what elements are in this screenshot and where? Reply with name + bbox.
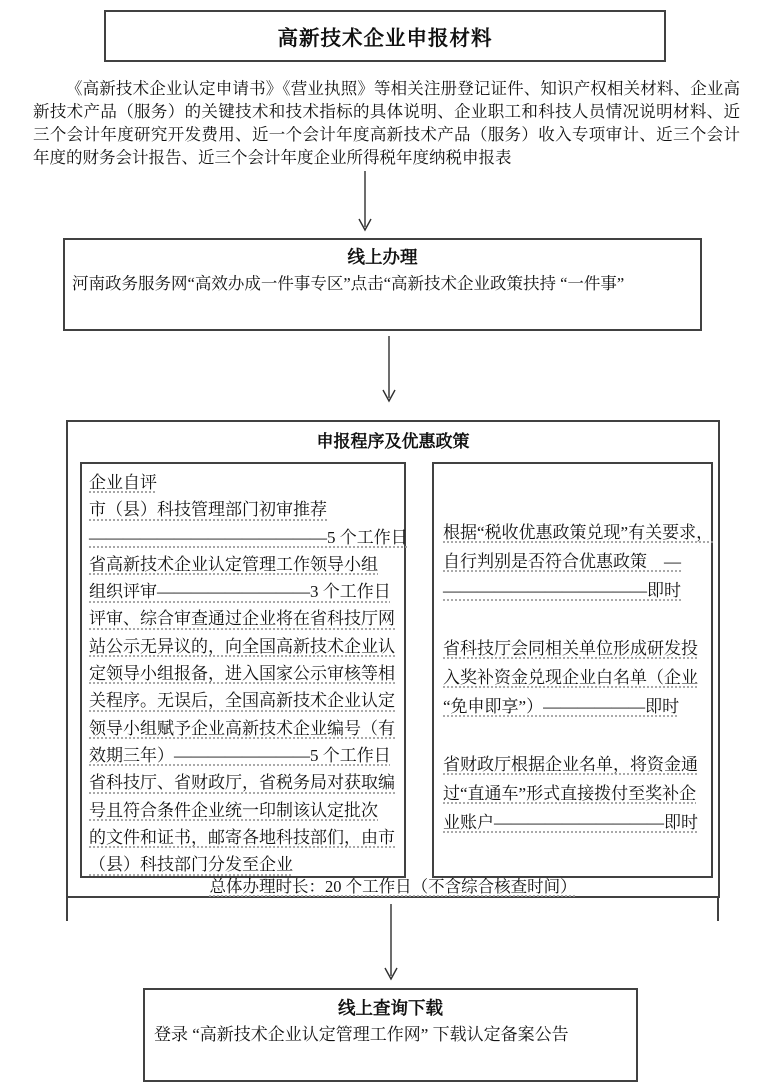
program-node (66, 420, 720, 898)
query-download-node (143, 988, 638, 1082)
policy-line: 根据“税收优惠政策兑现”有关要求， (443, 523, 714, 542)
policy-box (432, 462, 713, 878)
total-duration-note (68, 876, 718, 897)
border-stub-left (66, 896, 68, 921)
policy-line: “免申即享”）——————即时 (443, 697, 680, 716)
policy-line: 入奖补资金兑现企业白名单（企业 (443, 668, 698, 687)
policy-line: 省科技厅会同相关单位形成研发投 (443, 639, 698, 658)
program-title: 申报程序及优惠政策 (316, 432, 470, 451)
policy-paragraph (443, 750, 705, 837)
procedure-line: 领导小组赋予企业高新技术企业编号（有 (89, 718, 395, 738)
query-download-body: 登录 “高新技术企业认定管理工作网” 下载认定备案公告 (154, 1025, 569, 1044)
down-arrow-icon (380, 336, 398, 404)
procedure-line: 关程序。无误后，全国高新技术企业认定 (89, 691, 395, 711)
online-processing-body: 河南政务服务网“高效办成一件事专区”点击“高新技术企业政策扶持 “一件事” (72, 274, 625, 293)
title-node (104, 10, 666, 62)
border-stub-right (717, 896, 719, 921)
intro-paragraph: 《高新技术企业认定申请书》《营业执照》等相关注册登记证件、知识产权相关材料、企业高新技术产品（服务）的关键技术和技术指标的具体说明、企业职工和科技人员情况说明材料、近三个会计年度研究开发费用、近一个会计年度高新技术产品（服务）收入专项审计、近三个会计年度的财务会计报告、近三个会计年度企业所得税年度纳税申报表 (33, 79, 740, 167)
procedure-line: 评审、综合审查通过企业将在省科技厅网 (89, 609, 395, 629)
procedure-line: 效期三年）————————5 个工作日 (89, 745, 391, 765)
policy-line: 业账户——————————即时 (443, 813, 698, 832)
policy-paragraph (443, 634, 705, 721)
policy-line: 过“直通车”形式直接拨付至奖补企 (443, 784, 697, 803)
online-processing-title: 线上办理 (347, 247, 418, 267)
down-arrow-icon (356, 171, 374, 233)
procedure-line: 市（县）科技管理部门初审推荐 (89, 500, 327, 520)
procedure-line: 组织评审—————————3 个工作日 (89, 582, 391, 602)
down-arrow-icon (382, 904, 400, 982)
procedure-line: 号且符合条件企业统一印制该认定批次 (89, 800, 378, 820)
total-duration-text: 总体办理时长：20 个工作日（不含综合核查时间） (209, 877, 577, 896)
policy-line: 省财政厅根据企业名单，将资金通 (443, 755, 698, 774)
policy-paragraph (443, 518, 714, 605)
procedure-line: 省科技厅、省财政厅，省税务局对获取编 (89, 773, 395, 793)
query-download-title: 线上查询下载 (338, 998, 443, 1018)
policy-line: 自行判别是否符合优惠政策 — (443, 552, 681, 571)
self-eval-box (80, 462, 406, 878)
policy-line: ————————————即时 (443, 581, 681, 600)
procedure-line: ——————————————5 个工作日 (89, 527, 408, 547)
procedure-line: 的文件和证书，邮寄各地科技部们，由市 (89, 827, 395, 847)
page-title: 高新技术企业申报材料 (277, 28, 493, 50)
procedure-line: （县）科技部门分发至企业 (89, 855, 293, 875)
procedure-line: 站公示无异议的，向全国高新技术企业认 (89, 636, 395, 656)
online-processing-node (63, 238, 702, 331)
procedure-line: 企业自评 (89, 473, 157, 492)
procedure-line: 省高新技术企业认定管理工作领导小组 (89, 554, 378, 574)
procedure-line: 定领导小组报备，进入国家公示审核等相 (89, 664, 395, 684)
